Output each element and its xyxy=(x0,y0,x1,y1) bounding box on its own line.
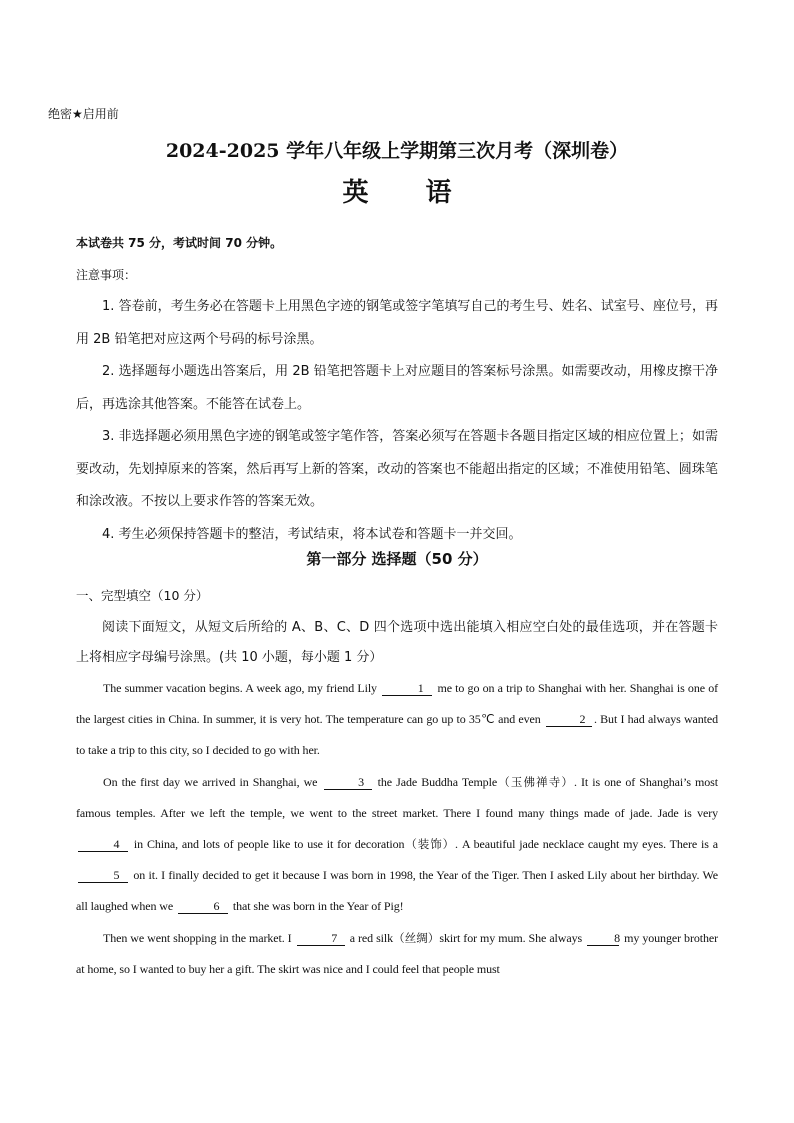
passage-text: The summer vacation begins. A week ago, my friend Lily xyxy=(103,681,377,695)
passage-text: my younger brother at home, so I wanted to buy her a gift. The skirt was nice and I could feel that people must xyxy=(76,930,718,976)
passage-text: On the first day we arrived in Shanghai, we xyxy=(103,774,318,789)
subject-title: 英 语 xyxy=(342,178,476,208)
passage-text: skirt for my mum. She always xyxy=(439,930,583,945)
exam-title: 2024-2025 学年八年级上学期第三次月考（深圳卷） xyxy=(165,140,629,162)
blank-6: 6 xyxy=(178,899,228,914)
blank-7: 7 xyxy=(297,931,345,946)
exam-intro: 本试卷共 75 分，考试时间 70 分钟。 xyxy=(76,236,283,250)
blank-1: 1 xyxy=(382,681,432,696)
section-heading: 一、完型填空（10 分） xyxy=(76,588,209,603)
secret-label: 绝密★启用前 xyxy=(48,107,119,121)
blank-5: 5 xyxy=(78,868,128,883)
notice-list xyxy=(76,291,718,551)
notice-heading: 注意事项： xyxy=(76,268,137,282)
passage-text: me to go on a trip to Shanghai with her. Shanghai is one of the largest cities in China. In summer, it is very hot. The temperature can go up to 35℃ and even xyxy=(76,681,718,727)
instruction-text: 阅读下面短文，从短文后所给的 A、B、C、D 四个选项中选出能填入相应空白处的最佳选项，并在答题卡上将相应字母编号涂黑。(共 10 小题，每小题 1 分） xyxy=(76,620,718,665)
passage-paragraph-3 xyxy=(76,923,718,985)
blank-4: 4 xyxy=(78,837,128,852)
passage-text: that she was born in the Year of Pig! xyxy=(232,899,404,914)
notice-item: 1. 答卷前，考生务必在答题卡上用黑色字迹的钢笔或签字笔填写自己的考生号、姓名、试室号、座位号，再用 2B 铅笔把对应这两个号码的标号涂黑。 xyxy=(76,299,718,347)
chinese-gloss: （装饰） xyxy=(404,837,456,852)
cloze-passage xyxy=(76,673,718,985)
blank-2: 2 xyxy=(546,712,592,727)
passage-text: . It is one of Shanghai’s most famous temples. After we left the temple, we went to the street market. There I found many things made of jade. Jade is very xyxy=(76,774,718,820)
notice-item: 4. 考生必须保持答题卡的整洁，考试结束，将本试卷和答题卡一并交回。 xyxy=(102,526,522,542)
notice-item: 2. 选择题每小题选出答案后，用 2B 铅笔把答题卡上对应题目的答案标号涂黑。如需要改动，用橡皮擦干净后，再选涂其他答案。不能答在试卷上。 xyxy=(76,364,718,412)
blank-8: 8 xyxy=(587,931,619,946)
passage-text: . But I had always wanted to take a trip to this city, so I decided to go with her. xyxy=(76,712,718,758)
passage-paragraph-2 xyxy=(76,767,718,923)
passage-paragraph-1 xyxy=(76,673,718,767)
passage-text: on it. I finally decided to get it because I was born in 1998, the Year of the Tiger. Then I asked Lily about her birthday. We all laughed when we xyxy=(76,868,719,914)
blank-3: 3 xyxy=(324,775,372,790)
notice-item: 3. 非选择题必须用黑色字迹的钢笔或签字笔作答，答案必须写在答题卡各题目指定区域的相应位置上；如需要改动，先划掉原来的答案，然后再写上新的答案，改动的答案也不能超出指定的区域；不准使用铅笔、圆珠笔和涂改液。不按以上要求作答的答案无效。 xyxy=(76,429,718,509)
part-heading: 第一部分 选择题（50 分） xyxy=(306,550,488,568)
passage-text: . A beautiful jade necklace caught my eyes. There is a xyxy=(455,837,718,852)
passage-text: a red silk xyxy=(349,930,394,945)
chinese-gloss: （玉佛禅寺） xyxy=(497,774,574,789)
passage-text: Then we went shopping in the market. I xyxy=(103,930,292,945)
section-instruction xyxy=(76,613,718,673)
passage-text: the Jade Buddha Temple xyxy=(377,774,498,789)
chinese-gloss: （丝绸） xyxy=(393,930,440,945)
passage-text: in China, and lots of people like to use it for decoration xyxy=(133,837,405,852)
